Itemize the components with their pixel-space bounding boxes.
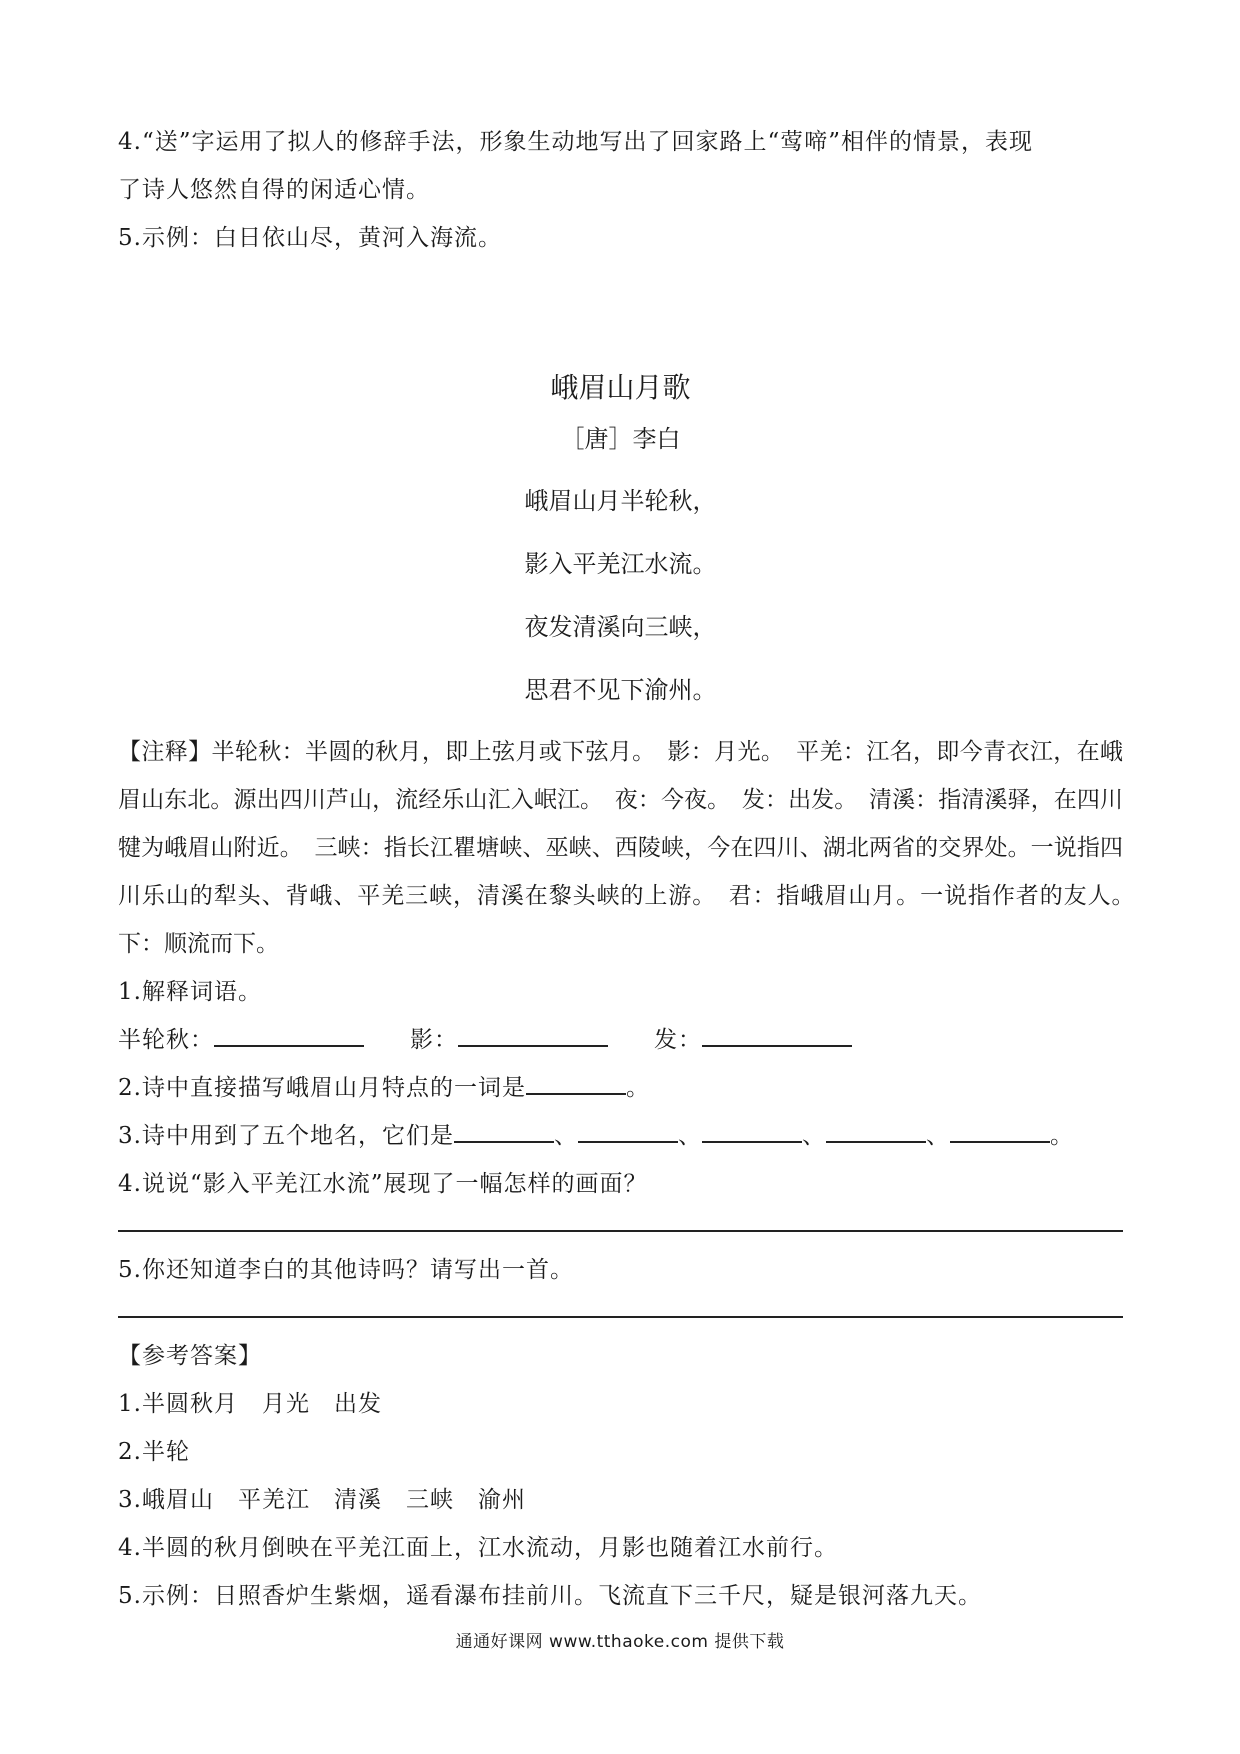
answer-blank[interactable]: [702, 1121, 802, 1143]
answer-blank[interactable]: [950, 1121, 1050, 1143]
answer-3: 3.峨眉山 平羌江 清溪 三峡 渝州: [118, 1487, 526, 1513]
term-banlunqiu-label: 半轮秋：: [118, 1027, 214, 1053]
question-2-suffix: 。: [625, 1075, 650, 1101]
answer-blank[interactable]: [526, 1073, 626, 1095]
question-4: 4.说说“影入平羌江水流”展现了一幅怎样的画面？: [118, 1171, 648, 1197]
question-3-text: 3.诗中用到了五个地名，它们是: [118, 1123, 454, 1149]
section-gap: [118, 262, 1123, 362]
prev-answer-5: 5.示例：白日依山尽，黄河入海流。: [118, 225, 502, 251]
answer-line[interactable]: [118, 1230, 1123, 1232]
answer-line[interactable]: [118, 1316, 1123, 1318]
prev-answer-4-line2: 了诗人悠然自得的闲适心情。: [118, 177, 430, 203]
question-2-text: 2.诗中直接描写峨眉山月特点的一词是: [118, 1075, 526, 1101]
poem-line-1: 峨眉山月半轮秋，: [524, 487, 717, 515]
answer-blank[interactable]: [826, 1121, 926, 1143]
poem-author: ［唐］李白: [560, 425, 681, 453]
question-1-blanks: [118, 1016, 1123, 1064]
poem-line-3: 夜发清溪向三峡，: [524, 613, 717, 641]
answer-blank[interactable]: [214, 1025, 364, 1047]
poem-line-4: 思君不见下渝州。: [524, 676, 717, 704]
answer-4: 4.半圆的秋月倒映在平羌江面上，江水流动，月影也随着江水前行。: [118, 1535, 838, 1561]
reference-answers: [118, 1332, 1123, 1620]
poem-line-2: 影入平羌江水流。: [524, 550, 717, 578]
separator: 、: [553, 1123, 578, 1149]
term-ying-label: 影：: [410, 1027, 458, 1053]
answer-2: 2.半轮: [118, 1439, 190, 1465]
answer-blank[interactable]: [702, 1025, 852, 1047]
question-3: [118, 1112, 1123, 1160]
page-content: [118, 118, 1146, 1620]
answer-blank[interactable]: [458, 1025, 608, 1047]
page-footer: 通通好课网 www.tthaoke.com 提供下载: [455, 1632, 785, 1652]
answer-1: 1.半圆秋月 月光 出发: [118, 1391, 382, 1417]
question-5: 5.你还知道李白的其他诗吗？请写出一首。: [118, 1257, 574, 1283]
annotation-notes: 【注释】半轮秋：半圆的秋月，即上弦月或下弦月。 影：月光。 平羌：江名，即今青衣江，在峨眉山东北。源出四川芦山，流经乐山汇入岷江。 夜：今夜。 发：出发。 清溪：指清溪驿，在四川犍为峨眉山附近。 三峡：指长江瞿塘峡、巫峡、西陵峡，今在四川、湖北两省的交界处。一说指四川乐山的犁头、背峨、平羌三峡，清溪在黎头峡的上游。 君：指峨眉山月。一说指作者的友人。 下：顺流而下。: [118, 739, 1146, 957]
question-2: [118, 1064, 1123, 1112]
prev-answer-4-line1: 4.“送”字运用了拟人的修辞手法，形象生动地写出了回家路上“莺啼”相伴的情景，表现: [118, 129, 1033, 155]
answers-heading: 【参考答案】: [118, 1343, 262, 1369]
poem-title: 峨眉山月歌: [550, 371, 691, 404]
separator: 、: [801, 1123, 826, 1149]
separator: 、: [677, 1123, 702, 1149]
answer-blank[interactable]: [578, 1121, 678, 1143]
answer-5: 5.示例：日照香炉生紫烟，遥看瀑布挂前川。飞流直下三千尺，疑是银河落九天。: [118, 1583, 982, 1609]
question-3-suffix: 。: [1049, 1123, 1074, 1149]
question-1: 1.解释词语。: [118, 979, 262, 1005]
answer-blank[interactable]: [454, 1121, 554, 1143]
term-fa-label: 发：: [654, 1027, 702, 1053]
separator: 、: [925, 1123, 950, 1149]
